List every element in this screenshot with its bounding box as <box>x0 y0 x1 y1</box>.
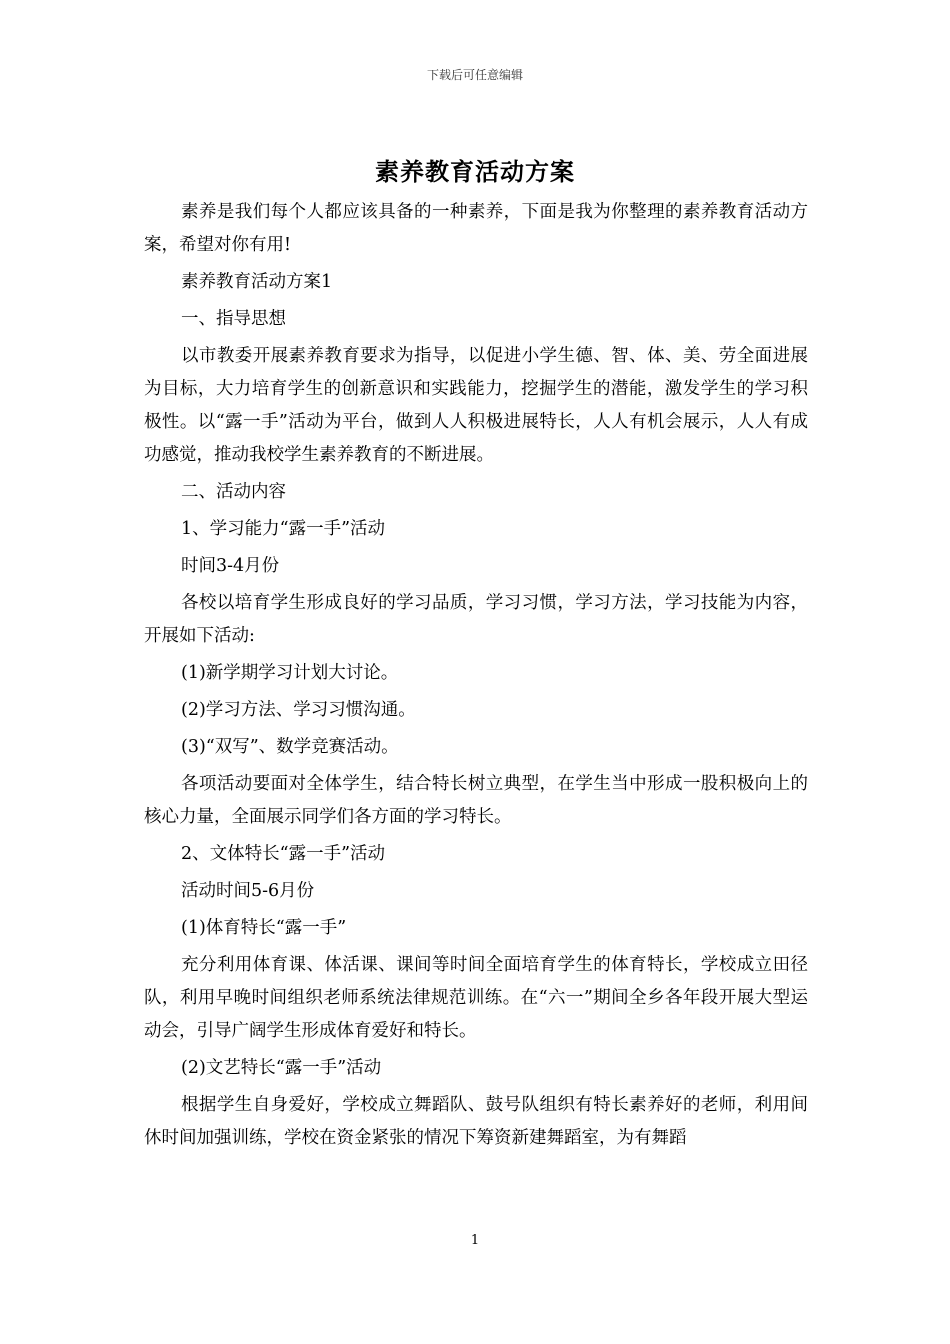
learning-activities-paragraph: 各项活动要面对全体学生，结合特长树立典型，在学生当中形成一股积极向上的核心力量，全面展示同学们各方面的学习特长。 <box>144 774 808 827</box>
list-item: (2)学习方法、学习习惯沟通。 <box>181 700 416 720</box>
sports-talent-paragraph: 充分利用体育课、体活课、课间等时间全面培育学生的体育特长，学校成立田径队，利用早晚时间组织老师系统法律规范训练。在“六一”期间全乡各年段开展大型运动会，引导广阔学生形成体育爱好和特长。 <box>144 955 808 1041</box>
document-body <box>144 196 808 1159</box>
subheading-sports-arts: 2、文体特长“露一手”活动 <box>181 844 386 864</box>
sports-arts-time: 活动时间5-6月份 <box>181 881 315 901</box>
header-note: 下载后可任意编辑 <box>426 68 523 82</box>
section-heading-activity-content: 二、活动内容 <box>181 482 286 502</box>
learning-ability-paragraph: 各校以培育学生形成良好的学习品质，学习习惯，学习方法，学习技能为内容，开展如下活动: <box>144 593 808 646</box>
list-item: (3)“双写”、数学竞赛活动。 <box>181 737 399 757</box>
page-number: 1 <box>470 1233 480 1248</box>
plan-heading: 素养教育活动方案1 <box>181 272 333 292</box>
list-item: (1)新学期学习计划大讨论。 <box>181 663 399 683</box>
section-heading-guiding-idea: 一、指导思想 <box>181 309 286 329</box>
arts-talent-paragraph: 根据学生自身爱好，学校成立舞蹈队、鼓号队组织有特长素养好的老师，利用间休时间加强训练，学校在资金紧张的情况下筹资新建舞蹈室，为有舞蹈 <box>144 1095 808 1148</box>
subheading-arts-talent: (2)文艺特长“露一手”活动 <box>181 1058 382 1078</box>
guiding-idea-paragraph: 以市教委开展素养教育要求为指导，以促进小学生德、智、体、美、劳全面进展为目标，大力培育学生的创新意识和实践能力，挖掘学生的潜能，激发学生的学习积极性。以“露一手”活动为平台，做到人人积极进展特长，人人有机会展示，人人有成功感觉，推动我校学生素养教育的不断进展。 <box>144 346 808 465</box>
subheading-sports-talent: (1)体育特长“露一手” <box>181 918 347 938</box>
document-title: 素养教育活动方案 <box>375 157 575 186</box>
learning-ability-time: 时间3-4月份 <box>181 556 280 576</box>
intro-paragraph: 素养是我们每个人都应该具备的一种素养，下面是我为你整理的素养教育活动方案，希望对你有用! <box>144 202 808 255</box>
subheading-learning-ability: 1、学习能力“露一手”活动 <box>181 519 386 539</box>
